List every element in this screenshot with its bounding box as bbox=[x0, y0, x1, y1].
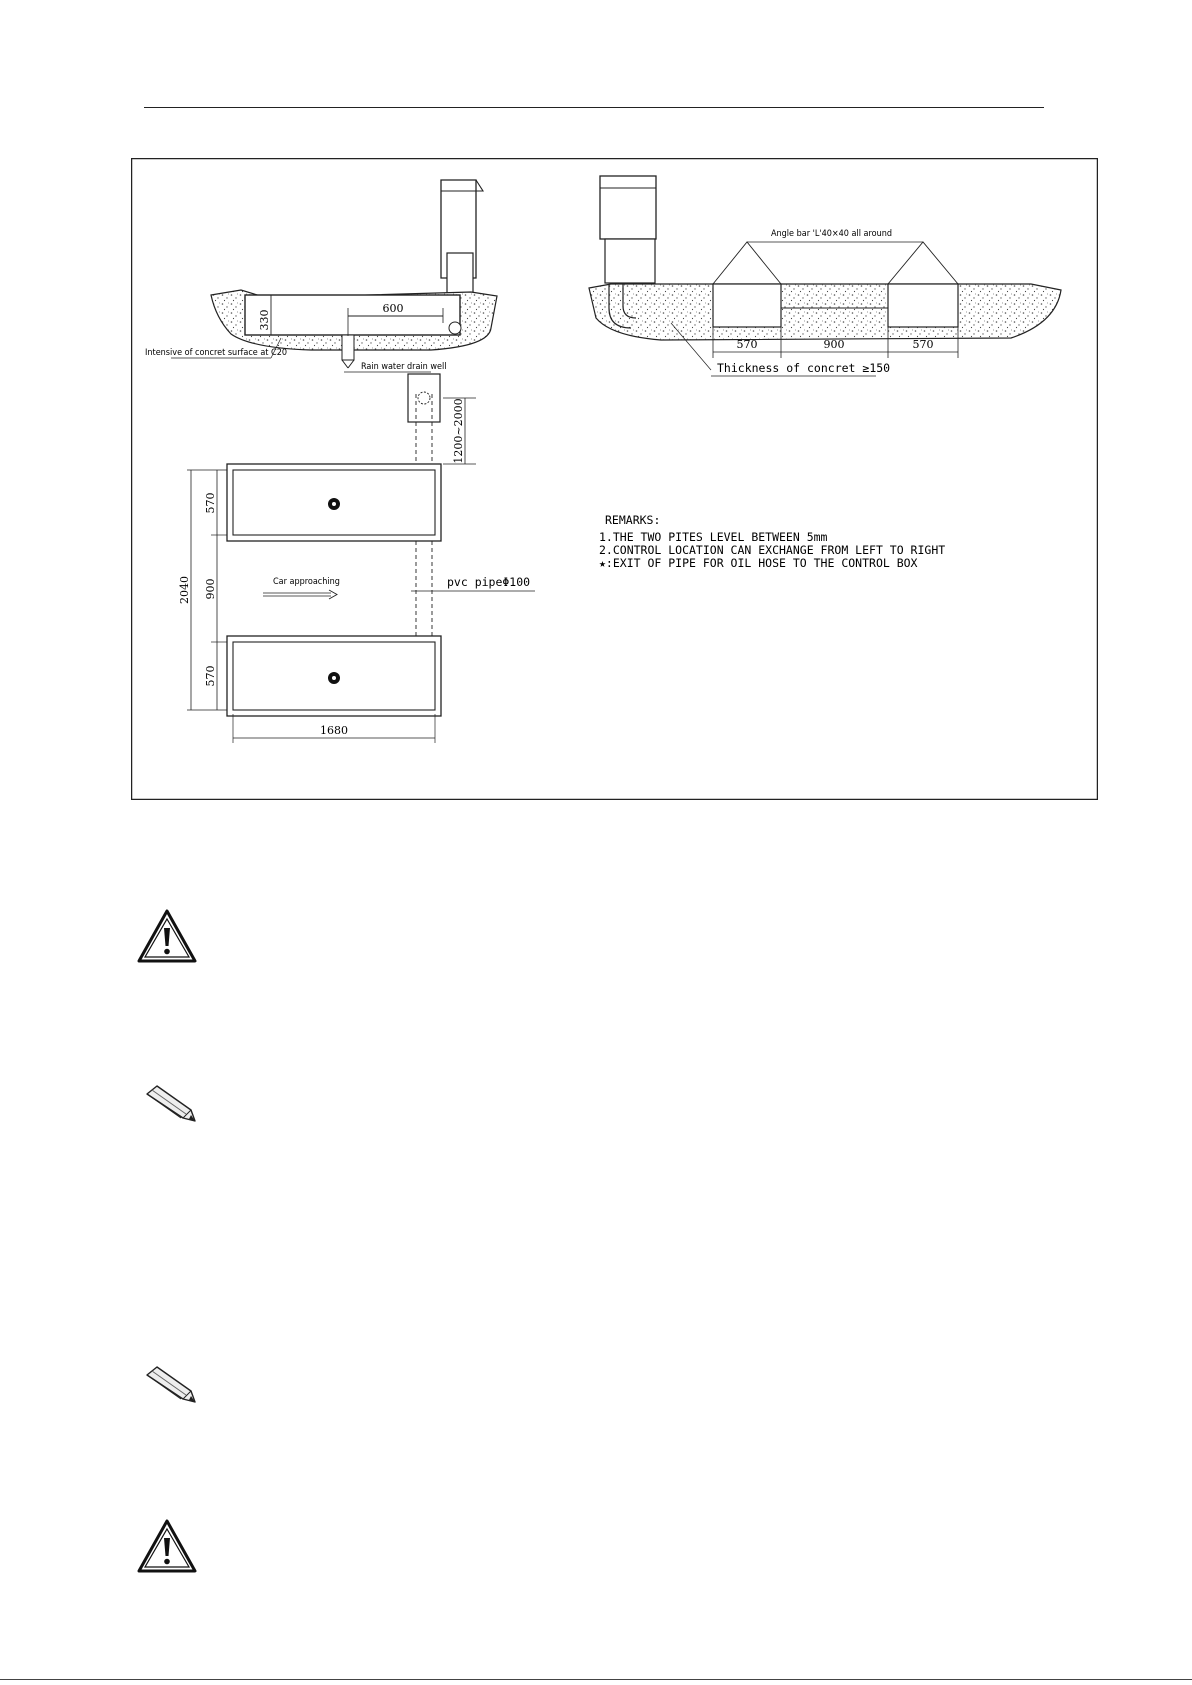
footer-rule bbox=[0, 1679, 1192, 1680]
plan-dim-gap: 900 bbox=[204, 578, 217, 600]
remarks-title: REMARKS: bbox=[605, 513, 661, 527]
remark-item: 2.CONTROL LOCATION CAN EXCHANGE FROM LEFT TO RIGHT bbox=[599, 543, 946, 557]
concrete-thickness-note: Thickness of concret ≥150 bbox=[717, 361, 891, 375]
remarks bbox=[599, 513, 945, 570]
pvc-pipe-label: pvc pipeΦ100 bbox=[447, 575, 531, 589]
section-dim-middle: 900 bbox=[823, 338, 845, 351]
side-view bbox=[145, 180, 497, 372]
angle-bar-note: Angle bar 'L'40×40 all around bbox=[771, 229, 893, 239]
plan-view bbox=[178, 374, 535, 743]
control-distance-dim: 1200~2000 bbox=[452, 398, 465, 464]
plan-dim-top-pit: 570 bbox=[204, 492, 217, 514]
section-view bbox=[589, 176, 1061, 376]
pit-depth-dim: 330 bbox=[258, 309, 271, 331]
concrete-note: Intensive of concret surface at C20 bbox=[145, 348, 287, 358]
plan-dim-overall-length: 1680 bbox=[320, 724, 348, 737]
installation-drawing bbox=[131, 158, 1098, 800]
car-approaching-label: Car approaching bbox=[273, 577, 340, 587]
remark-item: ★:EXIT OF PIPE FOR OIL HOSE TO THE CONTROL BOX bbox=[599, 556, 918, 570]
section-dim-left: 570 bbox=[736, 338, 758, 351]
pencil-note-icon bbox=[143, 1365, 198, 1405]
remark-item: 1.THE TWO PITES LEVEL BETWEEN 5mm bbox=[599, 530, 828, 544]
section-dim-right: 570 bbox=[912, 338, 934, 351]
pencil-note-icon bbox=[143, 1084, 198, 1124]
plan-dim-overall-depth: 2040 bbox=[178, 576, 191, 604]
header-rule bbox=[144, 107, 1044, 108]
drain-distance-dim: 600 bbox=[382, 302, 404, 315]
drain-note: Rain water drain well bbox=[361, 362, 447, 372]
warning-triangle-icon bbox=[136, 908, 198, 964]
warning-triangle-icon bbox=[136, 1518, 198, 1574]
plan-dim-bottom-pit: 570 bbox=[204, 665, 217, 687]
